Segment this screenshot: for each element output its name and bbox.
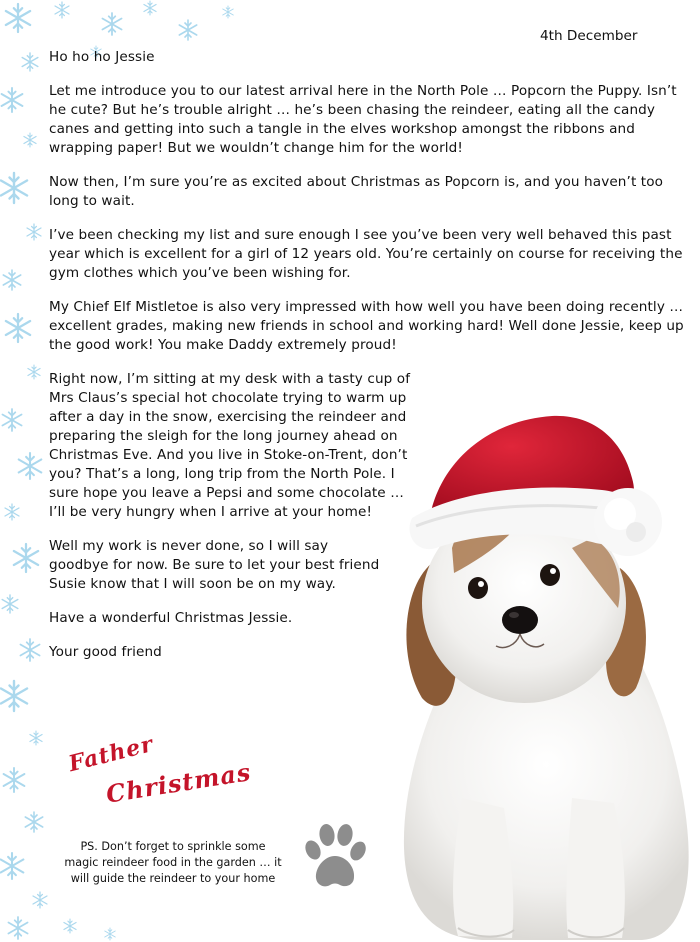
paragraph-5: Right now, I’m sitting at my desk with a tasty cup of Mrs Claus’s special hot chocolate trying to warm up after a day in the snow, exercising the reindeer and preparing the sleigh for the long journey ahead on Christmas Eve. And you live in Stoke-on-Trent, don’t you? That’s a long, long trip from the North Pole. I sure hope you leave a Pepsi and some chocolate … I’ll be very hungry when I arrive at your home!	[49, 371, 411, 520]
paragraph-4: My Chief Elf Mistletoe is also very impressed with how well you have been doing recently … excellent grades, making new friends in school and working hard! Well done Jessie, keep up the good work! You make Daddy extremely proud!	[49, 299, 684, 353]
paragraph-2: Now then, I’m sure you’re as excited about Christmas as Popcorn is, and you haven’t too long to wait.	[49, 174, 664, 209]
signature-line-1: Father	[66, 731, 157, 778]
paragraph-3: I’ve been checking my list and sure enough I see you’ve been very well behaved this past year which is excellent for a girl of 12 years old. You’re certainly on course for receiving the gym clothes which you’ve been wishing for.	[49, 227, 683, 281]
signature-line-2: Christmas	[104, 757, 254, 809]
paragraph-1: Let me introduce you to our latest arrival here in the North Pole … Popcorn the Puppy. Isn’t he cute? But he’s trouble alright … he’s been chasing the reindeer, eating all the candy canes and getting into such a tangle in the elves workshop amongst the ribbons and wrapping paper! But we wouldn’t change him for the world!	[49, 83, 677, 156]
signature	[62, 731, 254, 814]
paw-print-icon	[300, 820, 370, 892]
puppy-in-santa-hat-illustration	[392, 398, 692, 942]
paragraph-6: Well my work is never done, so I will say goodbye for now. Be sure to let your best friend Susie know that I will soon be on my way.	[49, 538, 380, 592]
closing: Your good friend	[49, 644, 162, 660]
postscript: PS. Don’t forget to sprinkle some magic reindeer food in the garden … it will guide the reindeer to your home	[64, 840, 282, 885]
paragraph-7: Have a wonderful Christmas Jessie.	[49, 610, 293, 626]
letter-date: 4th December	[540, 28, 638, 44]
greeting: Ho ho ho Jessie	[49, 49, 155, 65]
